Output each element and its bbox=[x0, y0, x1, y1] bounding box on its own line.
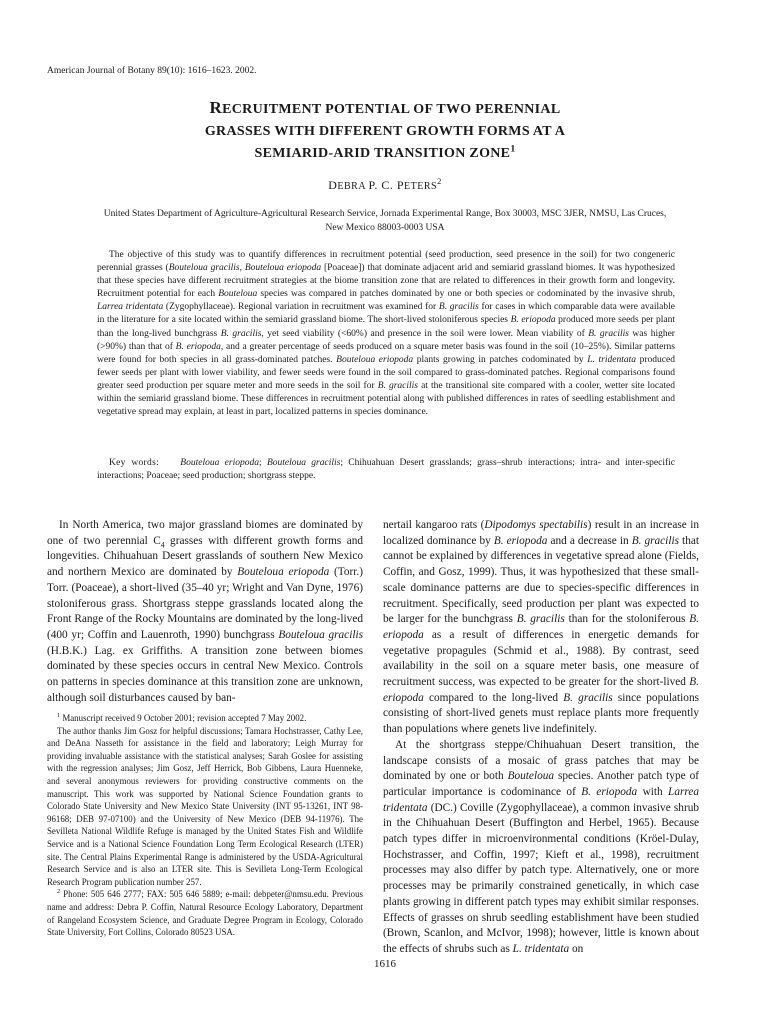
journal-citation: American Journal of Botany 89(10): 1616–1623. 2002. bbox=[47, 66, 257, 76]
title-line-2: GRASSES WITH DIFFERENT GROWTH FORMS AT A bbox=[204, 124, 566, 139]
author-part: P. C. bbox=[368, 178, 397, 192]
author-affiliation: United States Department of Agriculture-Agricultural Research Service, Jornada Experimental Range, Box 30003, MSC 3JER, NMSU, Las Cruces, New Mexico 88003-0003 USA bbox=[103, 209, 667, 233]
title-line-1 bbox=[0, 97, 770, 121]
keywords: Key words: Bouteloua eriopoda; Bouteloua gracilis; Chihuahuan Desert grasslands; grass–shrub interactions; intra- and inter-specific interactions; Poaceae; seed production; shortgrass steppe. bbox=[97, 458, 676, 482]
author-footnote-mark: 2 bbox=[437, 177, 442, 186]
body-column-right bbox=[383, 518, 699, 958]
body-paragraph: At the shortgrass steppe/Chihuahuan Desert transition, the landscape consists of a mosaic of grass patches that may be dominated by one or both Bouteloua species. Another patch type of particular importance is codominance of B. eriopoda with Larrea tridentata (DC.) Coville (Zygophyllaceae), a common invasive shrub in the Chihuahuan Desert (Buffington and Herbel, 1965). Because patch types differ in microenvironmental conditions (Kröel-Dulay, Hochstrasser, and Coffin, 1997; Kieft et al., 1998), recruitment processes may also differ by patch type. Alternatively, one or more processes may be primarily constrained genetically, in which case plants growing in different patch types may exhibit similar responses. Effects of grasses on shrub seedling establishment have been studied (Brown, Scanlon, and McIvor, 1998); however, little is known about the effects of shrubs such as L. tridentata on bbox=[383, 738, 700, 955]
body-column-left bbox=[47, 518, 363, 706]
footnotes bbox=[47, 712, 363, 939]
author-initial-d: D bbox=[328, 178, 338, 192]
footnote-acknowledgments: The author thanks Jim Gosz for helpful discussions; Tamara Hochstrasser, Cathy Lee, and DeAna Nasseth for assistance in the field and laboratory; Leigh Murray for providing invaluable assistance with the statistical analyses; Sarah Goslee for assisting with the regression analyses; Jim Gosz, Jeff Herrick, Bob Gibbens, Laura Huenneke, and several anonymous reviewers for providing constructive comments on the manuscript. This work was supported by National Science Foundation grants to Colorado State University and New Mexico State University (INT 95-13261, INT 98-96168; DEB 97-07100) and the University of New Mexico (DEB 94-11976). The Sevilleta National Wildlife Refuge is managed by the United States Fish and Wildlife Service and is a National Science Foundation Long Term Ecological Research (LTER) site. The Central Plains Experimental Range is administered by the USDA-Agricultural Research Service and is also an LTER site. This is Sevilleta Long-Term Ecological Research Program publication number 257. bbox=[47, 725, 363, 887]
title-footnote-mark: 1 bbox=[510, 143, 516, 155]
author-part: EBRA bbox=[337, 181, 369, 192]
author-name bbox=[0, 178, 770, 193]
title-text-1: ECRUITMENT POTENTIAL OF TWO PERENNIAL bbox=[222, 102, 561, 117]
author-initial-p: P bbox=[396, 178, 405, 192]
author-part: ETERS bbox=[404, 181, 438, 192]
body-paragraph: nertail kangaroo rats (Dipodomys spectabilis) result in an increase in localized dominance by B. eriopoda and a decrease in B. gracilis that cannot be explained by differences in vegetative spread alone (Fields, Coffin, and Gosz, 1999). Thus, it was hypothesized that these small-scale dominance patterns are due to species-specific differences in recruitment. Specifically, seed production per plant was expected to be larger for the bunchgrass B. gracilis than for the stoloniferous B. eriopoda as a result of differences in energetic demands for vegetative propagules (Schmid et al., 1988). By contrast, seed availability in the soil on a square meter basis, one measure of recruitment success, was expected to be greater for the short-lived B. eriopoda compared to the long-lived B. gracilis since populations consisting of short-lived genets must replace plants more frequently than populations where genets live indefinitely. bbox=[383, 519, 699, 736]
title-line-3 bbox=[0, 143, 770, 165]
article-title bbox=[0, 97, 770, 165]
footnote-2: $^2$ Phone: 505 646 2777; FAX: 505 646 5889; e-mail: debpeter@nmsu.edu. Previous name and address: Debra P. Coffin, Natural Resource Ecology Laboratory, Department of Rangeland Ecosystem Science, and Graduate Degree Program in Ecology, Colorado State University, Fort Collins, Colorado 80523 USA. bbox=[47, 888, 363, 938]
footnote-1: $^1$ Manuscript received 9 October 2001; revision accepted 7 May 2002. bbox=[57, 712, 307, 723]
page-number: 1616 bbox=[374, 958, 396, 970]
abstract: The objective of this study was to quantify differences in recruitment potential (seed production, seed presence in the soil) for two congeneric perennial grasses (Bouteloua gracilis, Bouteloua eriopoda [Poaceae]) that dominate adjacent arid and semiarid grassland biomes. It was hypothesized that these species have different recruitment strategies at the biome transition zone that are related to differences in their growth form and longevity. Recruitment potential for each Bouteloua species was compared in patches dominated by one or both species or codominated by the invasive shrub, Larrea tridentata (Zygophyllaceae). Regional variation in recruitment was examined for B. gracilis for cases in which comparable data were available in the literature for a site located within the semiarid grassland biome. The short-lived stoloniferous species B. eriopoda produced more seeds per plant than the long-lived bunchgrass B. gracilis, yet seed viability (<60%) and presence in the soil were lower. Mean viability of B. gracilis was higher (>90%) than that of B. eriopoda, and a greater percentage of seeds produced on a square meter basis was found in the soil (10–25%). Similar patterns were found for both species in all grass-dominated patches. Bouteloua eriopoda plants growing in patches codominated by L. tridentata produced fewer seeds per plant with lower viability, and fewer seeds were found in the soil compared to grass-dominated patches. Regional comparisons found greater seed production per square meter and more seeds in the soil for B. gracilis at the transitional site compared with a cooler, wetter site located within the semiarid grassland biome. These differences in recruitment potential along with published differences in rates of seedling establishment and vegetative spread may explain, at least in part, localized patterns in species dominance. bbox=[97, 250, 675, 418]
title-text-3: SEMIARID-ARID TRANSITION ZONE bbox=[254, 146, 511, 161]
title-initial: R bbox=[209, 98, 223, 117]
keywords-label: Key words: bbox=[109, 458, 160, 468]
body-paragraph: In North America, two major grassland biomes are dominated by one of two perennial $C_4$ grasses with different growth forms and longevities. Chihuahuan Desert grasslands of southern New Mexico and northern Mexico are dominated by Bouteloua eriopoda (Torr.) Torr. (Poaceae), a short-lived (35–40 yr; Wright and Van Dyne, 1976) stoloniferous grass. Shortgrass steppe grasslands located along the Front Range of the Rocky Mountains are dominated by the long-lived (400 yr; Coffin and Lauenroth, 1990) bunchgrass Bouteloua gracilis (H.B.K.) Lag. ex Griffiths. A transition zone between biomes dominated by these species occurs in central New Mexico. Controls on patterns in species dominance at this transition zone are unknown, although soil disturbances caused by ban- bbox=[47, 519, 364, 704]
